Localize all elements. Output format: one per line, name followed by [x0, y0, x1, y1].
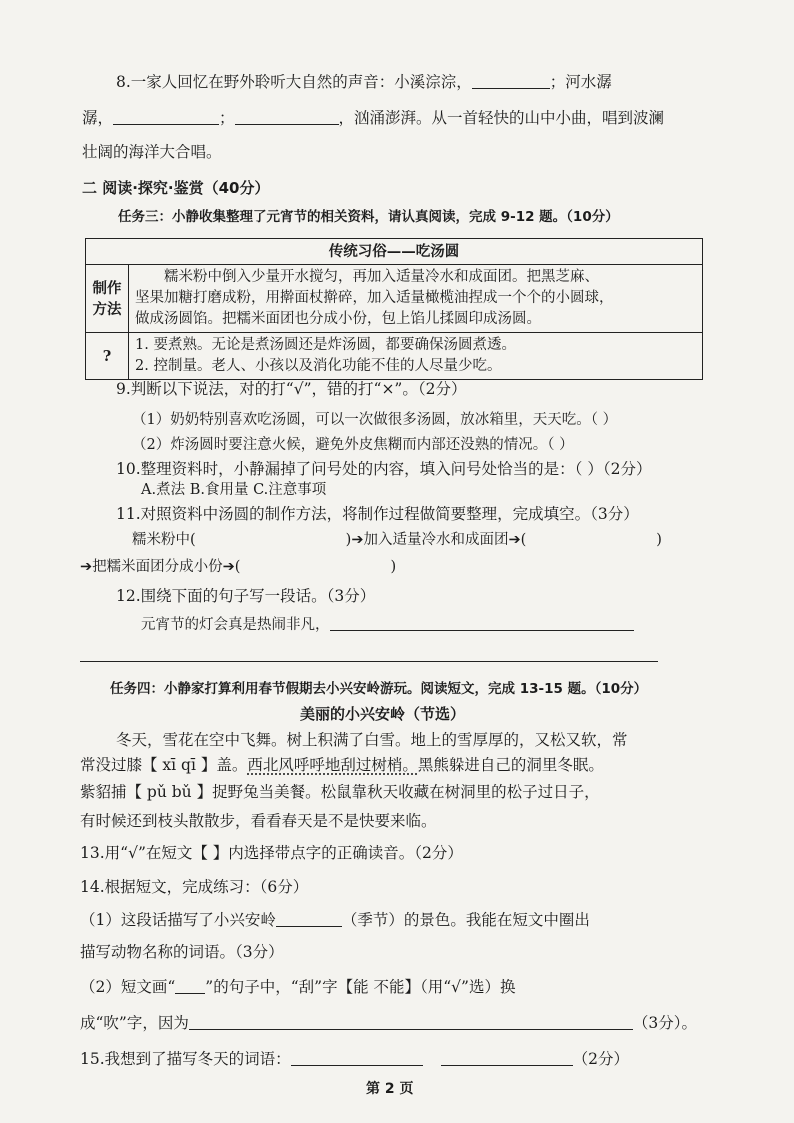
- q14-s2-line1: （2）短文画“ ”的句子中，“刮”字【能 不能】（用“√”选）换: [80, 978, 516, 996]
- underlined-sentence: 西北风呼呼地刮过树梢。: [247, 756, 418, 774]
- q11-stem: 11.对照资料中汤圆的制作方法，将制作过程做简要整理，完成填空。（3分）: [116, 505, 639, 523]
- q12-answer-line[interactable]: [80, 661, 658, 662]
- q11-line1: 糯米粉中( )➔加入适量冷水和成面团➔( ): [132, 532, 662, 548]
- q8-line3: 壮阔的海洋大合唱。: [82, 143, 222, 161]
- q14-season-blank[interactable]: [276, 911, 342, 927]
- q14-stem: 14.根据短文，完成练习：（6分）: [80, 878, 309, 896]
- q15-blank-2[interactable]: [441, 1050, 573, 1066]
- q14-s1-line1: （1）这段话描写了小兴安岭 （季节）的景色。我能在短文中圈出: [80, 911, 590, 929]
- q8-blank-3[interactable]: [235, 109, 339, 125]
- task3-title: 任务三：小静收集整理了元宵节的相关资料，请认真阅读，完成 9-12 题。（10分）: [118, 209, 619, 225]
- q12-blank[interactable]: [330, 615, 634, 631]
- q9-item2: （2）炸汤圆时要注意火候，避免外皮焦糊而内部还没熟的情况。（ ）: [132, 437, 574, 453]
- q10-stem: 10.整理资料时，小静漏掉了问号处的内容，填入问号处恰当的是：（ ）（2分）: [116, 460, 652, 478]
- custom-table: [85, 238, 703, 380]
- table-row2-label: ?: [86, 333, 129, 380]
- q8-line2: 潺， ； ，汹涌澎湃。从一首轻快的山中小曲，唱到波澜: [82, 109, 665, 127]
- table-header: 传统习俗——吃汤圆: [86, 239, 703, 265]
- q8-blank-1[interactable]: [472, 73, 550, 89]
- page-number: 第 2 页: [366, 1081, 414, 1097]
- q13-stem: 13.用“√”在短文【 】内选择带点字的正确读音。（2分）: [80, 844, 463, 862]
- q14-s1-line2: 描写动物名称的词语。（3分）: [80, 943, 284, 961]
- q8-line1: 8.一家人回忆在野外聆听大自然的声音：小溪淙淙， ；河水潺: [116, 73, 612, 91]
- section2-title: 二 阅读·探究·鉴赏（40分）: [82, 179, 270, 197]
- q9-item1: （1）奶奶特别喜欢吃汤圆，可以一次做很多汤圆，放冰箱里，天天吃。（ ）: [132, 412, 618, 428]
- q10-options: A.煮法 B.食用量 C.注意事项: [141, 482, 327, 498]
- task4-title: 任务四：小静家打算利用春节假期去小兴安岭游玩。阅读短文，完成 13-15 题。（10分）: [110, 681, 648, 697]
- q15-blank-1[interactable]: [291, 1050, 423, 1066]
- passage-line3: 紫貂捕【 pǔ bǔ 】捉野兔当美餐。松鼠靠秋天收藏在树洞里的松子过日子，: [80, 783, 600, 801]
- q12-stem: 12.围绕下面的句子写一段话。（3分）: [116, 587, 376, 605]
- passage-line2: 常没过膝【 xī qī 】盖。西北风呼呼地刮过树梢。黑熊躲进自己的洞里冬眠。: [80, 756, 604, 774]
- q11-line2: ➔把糯米面团分成小份➔( ): [80, 559, 397, 575]
- q14-mark-sample: [175, 978, 205, 994]
- q9-stem: 9.判断以下说法，对的打“√”，错的打“×”。（2分）: [116, 380, 467, 398]
- table-row2-content: 1. 要煮熟。无论是煮汤圆还是炸汤圆，都要确保汤圆煮透。 2. 控制量。老人、小孩以及消化功能不佳的人尽量少吃。: [129, 333, 703, 380]
- passage-line1: 冬天，雪花在空中飞舞。树上积满了白雪。地上的雪厚厚的，又松又软，常: [116, 731, 628, 749]
- q8-blank-2[interactable]: [113, 109, 219, 125]
- q12-line1: 元宵节的灯会真是热闹非凡，: [141, 614, 634, 636]
- passage-title: 美丽的小兴安岭（节选）: [300, 705, 466, 723]
- table-row1-label: 制作方法: [86, 265, 129, 333]
- q14-s2-line2: 成“吹”字，因为 （3分）。: [80, 1014, 697, 1032]
- q14-reason-blank[interactable]: [189, 1014, 633, 1030]
- q15-line: 15.我想到了描写冬天的词语： （2分）: [80, 1050, 630, 1068]
- passage-line4: 有时候还到枝头散散步，看看春天是不是快要来临。: [80, 812, 437, 830]
- table-row1-content: 糯米粉中倒入少量开水搅匀，再加入适量冷水和成面团。把黑芝麻、 坚果加糖打磨成粉，用擀面杖擀碎，加入适量橄榄油捏成一个个的小圆球， 做成汤圆馅。把糯米面团也分成小份，包上馅儿揉圆印成汤圆。: [129, 265, 703, 333]
